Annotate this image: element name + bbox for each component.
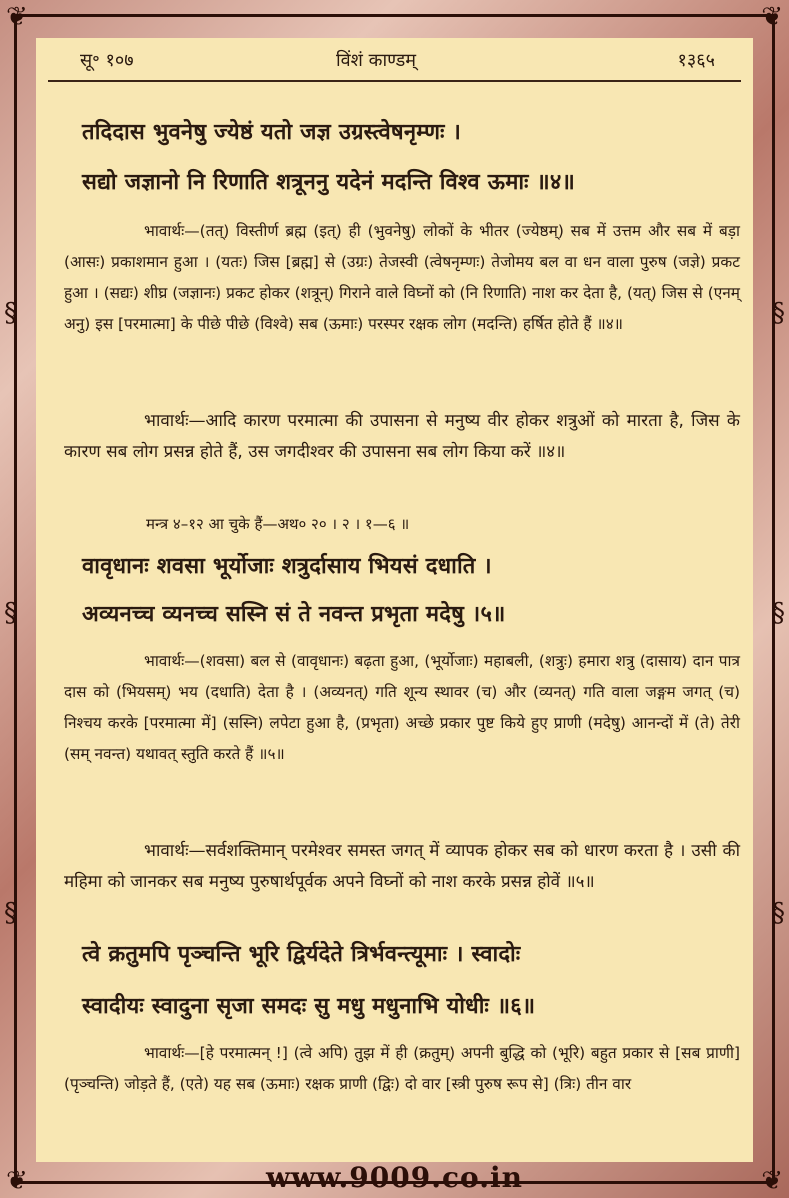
corner-flourish-icon: ❦	[761, 1166, 783, 1196]
sukta-number: सू॰ १०७	[80, 50, 134, 71]
corner-flourish-icon: ❦	[6, 2, 28, 32]
mantra-4-line-1: तदिदास भुवनेषु ज्येष्ठं यतो जज्ञ उग्रस्त्वेषनृम्णः ।	[82, 120, 462, 145]
side-flourish-icon: §	[4, 298, 17, 328]
side-flourish-icon: §	[772, 298, 785, 328]
mantra-6-line-2: स्वादीयः स्वादुना सृजा समदः सु मधु मधुनाभि योधीः ॥६॥	[82, 994, 536, 1019]
side-flourish-icon: §	[772, 598, 785, 628]
bhashya-6: भावार्थः—[हे परमात्मन् !] (त्वे अपि) तुझ में ही (क्रतुम्) अपनी बुद्धि को (भूरि) बहुत प्रकार से [सब प्राणी] (पृञ्चन्ति) जोड़ते हैं, (एते) यह सब (ऊमाः) रक्षक प्राणी (द्विः) दो वार [स्त्री पुरुष रूप से] (त्रिः) तीन वार	[64, 1044, 740, 1093]
side-flourish-icon: §	[4, 598, 17, 628]
corner-flourish-icon: ❦	[761, 2, 783, 32]
bhavarth-4: भावार्थः—आदि कारण परमात्मा की उपासना से मनुष्य वीर होकर शत्रुओं को मारता है, जिस के कारण सब लोग प्रसन्न होते हैं, उस जगदीश्वर की उपासना सब लोग किया करें ॥४॥	[64, 411, 740, 462]
mantra-5-line-1: वावृधानः शवसा भूर्योजाः शत्रुर्दासाय भियसं दधाति ।	[82, 554, 492, 579]
page-number: १३६५	[677, 50, 715, 71]
side-flourish-icon: §	[772, 898, 785, 928]
scripture-page	[36, 38, 753, 1162]
bhashya-4: भावार्थः—(तत्) विस्तीर्ण ब्रह्म (इत्) ही (भुवनेषु) लोकों के भीतर (ज्येष्ठम्) सब में उत्तम और सब में बड़ा (आसः) प्रकाशमान हुआ । (यतः) जिस [ब्रह्म] से (उग्रः) तेजस्वी (त्वेषनृम्णः) तेजोमय बल वा धन वाला पुरुष (जज्ञे) प्रकट हुआ । (सद्यः) शीघ्र (जज्ञानः) प्रकट होकर (शत्रून्) गिराने वाले विघ्नों को (नि रिणाति) नाश कर देता है, (यत्) जिस से (एनम् अनु) इस [परमात्मा] के पीछे पीछे (विश्वे) सब (ऊमाः) परस्पर रक्षक लोग (मदन्ति) हर्षित होते हैं ॥४॥	[64, 222, 740, 333]
header-rule	[48, 80, 741, 82]
bhavarth-5: भावार्थः—सर्वशक्तिमान् परमेश्वर समस्त जगत् में व्यापक होकर सब को धारण करता है । उसी की महिमा को जानकर सब मनुष्य पुरुषार्थपूर्वक अपने विघ्नों को नाश करके प्रसन्न होवें ॥५॥	[64, 841, 740, 892]
website-watermark: www.9009.co.in	[266, 1161, 523, 1194]
kanda-title: विंशं काण्डम्	[336, 50, 417, 71]
mantra-5-line-2: अव्यनच्च व्यनच्च सस्नि सं ते नवन्त प्रभृता मदेषु ।५॥	[82, 602, 506, 627]
reference-note: मन्त्र ४–१२ आ चुके हैं—अथ० २० । २ । १—६ ॥	[146, 515, 410, 533]
page-header	[36, 48, 753, 82]
corner-flourish-icon: ❦	[6, 1166, 28, 1196]
bhashya-5: भावार्थः—(शवसा) बल से (वावृधानः) बढ़ता हुआ, (भूर्योजाः) महाबली, (शत्रुः) हमारा शत्रु (दासाय) दान पात्र दास को (भियसम्) भय (दधाति) देता है । (अव्यनत्) गति शून्य स्थावर (च) और (व्यनत्) गति वाला जङ्गम जगत् (च) निश्चय करके [परमात्मा में] (सस्नि) लपेटा हुआ है, (प्रभृता) अच्छे प्रकार पुष्ट किये हुए प्राणी (मदेषु) आनन्दों में (ते) तेरी (सम् नवन्त) यथावत् स्तुति करते हैं ॥५॥	[64, 652, 740, 763]
side-flourish-icon: §	[4, 898, 17, 928]
mantra-4-line-2: सद्यो जज्ञानो नि रिणाति शत्रूननु यदेनं मदन्ति विश्व ऊमाः ॥४॥	[82, 170, 575, 195]
mantra-6-line-1: त्वे क्रतुमपि पृञ्चन्ति भूरि द्विर्यदेते त्रिर्भवन्त्यूमाः । स्वादोः	[82, 942, 521, 967]
